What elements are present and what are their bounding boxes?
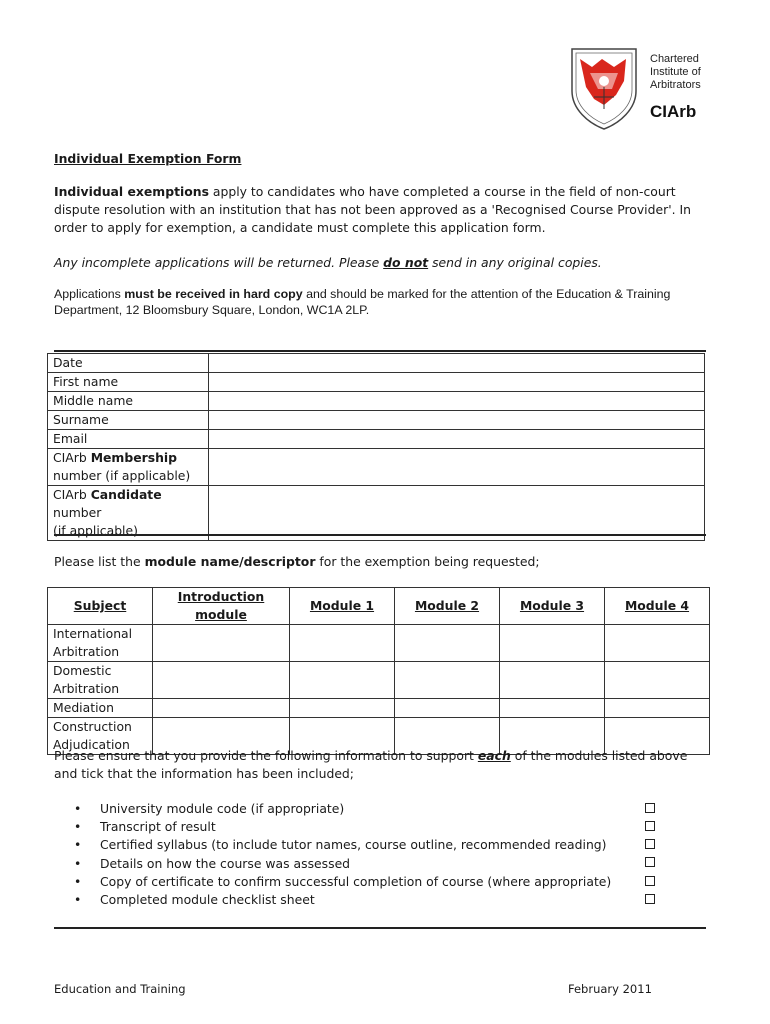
first-name-field[interactable] [209,373,705,392]
middle-name-field[interactable] [209,392,705,411]
list-item [54,818,660,836]
membership-suffix: number (if applicable) [53,468,191,483]
candidate-prefix: CIArb [53,487,91,502]
candidate-label [48,486,209,541]
warning-line [54,254,714,272]
bullet-icon: • [74,873,82,889]
module-cell[interactable] [395,699,500,718]
module-cell[interactable] [605,699,710,718]
list-item [54,855,660,873]
table-row [48,411,705,430]
divider [54,350,706,352]
module-cell[interactable] [500,662,605,699]
divider [54,927,706,929]
module-prompt-after: for the exemption being requested; [315,554,540,569]
checkbox-transcript[interactable] [645,821,655,831]
table-row [48,625,710,662]
checklist-text: Certified syllabus (to include tutor names, course outline, recommended reading) [100,837,607,853]
date-field[interactable] [209,354,705,373]
checklist-text: Copy of certificate to confirm successful completion of course (where appropriate) [100,873,612,889]
hardcopy-bold: must be received in hard copy [124,287,303,301]
ciarb-logo [568,47,640,131]
table-row [48,486,705,541]
hardcopy-after: and should be marked for the attention of the Education & Training Department, 12 Bloomsbury Square, London, WC1A 2LP. [54,287,671,317]
module-cell[interactable] [500,625,605,662]
supporting-docs-checklist [54,800,660,909]
checklist-text: Transcript of result [100,819,216,835]
intro-bold-lead: Individual exemptions [54,184,209,199]
candidate-suffix: (if applicable) [53,523,138,538]
header-subject: Subject [48,588,153,625]
module-cell[interactable] [500,699,605,718]
candidate-number: number [53,505,102,520]
membership-bold: Membership [90,450,178,465]
page-title: Individual Exemption Form [54,151,242,166]
footer-left: Education and Training [54,982,186,996]
warning-emphasis: do not [383,255,429,270]
module-prompt-bold: module name/descriptor [144,554,316,569]
email-field[interactable] [209,430,705,449]
table-row [48,373,705,392]
first-name-label: First name [48,373,209,392]
subject-line-1: Construction [53,719,132,734]
module-cell[interactable] [395,662,500,699]
logo-wordmark [650,53,701,92]
warning-text-after: send in any original copies. [428,255,602,270]
header-introduction-module: Introduction module [153,588,290,625]
list-item [54,836,660,854]
logo-abbrev: CIArb [650,102,697,121]
membership-field[interactable] [209,449,705,486]
ensure-emphasis: each [477,748,511,763]
checkbox-syllabus[interactable] [645,839,655,849]
module-cell[interactable] [290,662,395,699]
personal-details-table [47,353,705,541]
module-cell[interactable] [605,625,710,662]
checklist-text: University module code (if appropriate) [100,801,345,816]
logo-line-3: Arbitrators [650,79,701,91]
module-cell[interactable] [290,625,395,662]
module-prompt [54,553,540,571]
surname-field[interactable] [209,411,705,430]
checklist-text: Completed module checklist sheet [100,891,315,907]
candidate-bold: Candidate [90,487,162,502]
module-cell[interactable] [153,699,290,718]
logo-line-2: Institute of [650,66,701,78]
table-row [48,430,705,449]
intro-paragraph [54,183,704,237]
surname-label: Surname [48,411,209,430]
module-cell[interactable] [290,699,395,718]
membership-prefix: CIArb [53,450,91,465]
subject-line-1: International [53,626,133,641]
checkbox-assessment[interactable] [645,857,655,867]
ensure-before: Please ensure that you provide the following information to support [54,748,478,763]
subject-line-2: Arbitration [53,681,120,696]
subject-cell [48,699,153,718]
subject-cell [48,662,153,699]
bullet-icon: • [74,891,82,907]
bullet-icon: • [74,819,82,835]
module-cell[interactable] [395,625,500,662]
header-module-2: Module 2 [395,588,500,625]
hardcopy-paragraph [54,286,704,318]
subject-line-2: Arbitration [53,644,120,659]
table-row [48,662,710,699]
table-row [48,449,705,486]
table-header-row [48,588,710,625]
middle-name-label: Middle name [48,392,209,411]
bullet-icon: • [74,801,82,816]
header-module-3: Module 3 [500,588,605,625]
modules-table [47,587,710,755]
warning-text-before: Any incomplete applications will be returned. Please [54,255,384,270]
checkbox-module-checklist[interactable] [645,894,655,904]
intro-text: apply to candidates who have completed a course in the field of non-court dispute resolution with an institution that has not been approved as a 'Recognised Course Provider'. In order to apply for exemption, a candidate must complete this application form. [54,184,691,235]
table-row [48,354,705,373]
bullet-icon: • [74,837,82,853]
logo-line-1: Chartered [650,53,699,65]
table-row [48,392,705,411]
membership-label [48,449,209,486]
footer-date: February 2011 [568,982,652,996]
module-cell[interactable] [153,625,290,662]
list-item [54,800,660,818]
subject-line-1: Domestic [53,663,112,678]
module-cell[interactable] [605,662,710,699]
divider [54,534,706,536]
candidate-field[interactable] [209,486,705,541]
checkbox-certificate[interactable] [645,876,655,886]
module-prompt-before: Please list the [54,554,145,569]
hardcopy-before: Applications [54,287,125,301]
list-item [54,891,660,909]
ensure-paragraph [54,747,714,783]
module-cell[interactable] [153,662,290,699]
date-label: Date [48,354,209,373]
shield-crest-icon [568,47,640,131]
subject-line-2: Adjudication [53,737,130,752]
header-module-1: Module 1 [290,588,395,625]
subject-line-1: Mediation [53,700,114,715]
checkbox-module-code[interactable] [645,803,655,813]
ensure-after: of the modules listed above and tick that the information has been included; [54,748,688,781]
bullet-icon: • [74,855,82,871]
list-item [54,873,660,891]
checklist-text: Details on how the course was assessed [100,855,351,871]
email-label: Email [48,430,209,449]
table-row [48,699,710,718]
header-module-4: Module 4 [605,588,710,625]
subject-cell [48,625,153,662]
